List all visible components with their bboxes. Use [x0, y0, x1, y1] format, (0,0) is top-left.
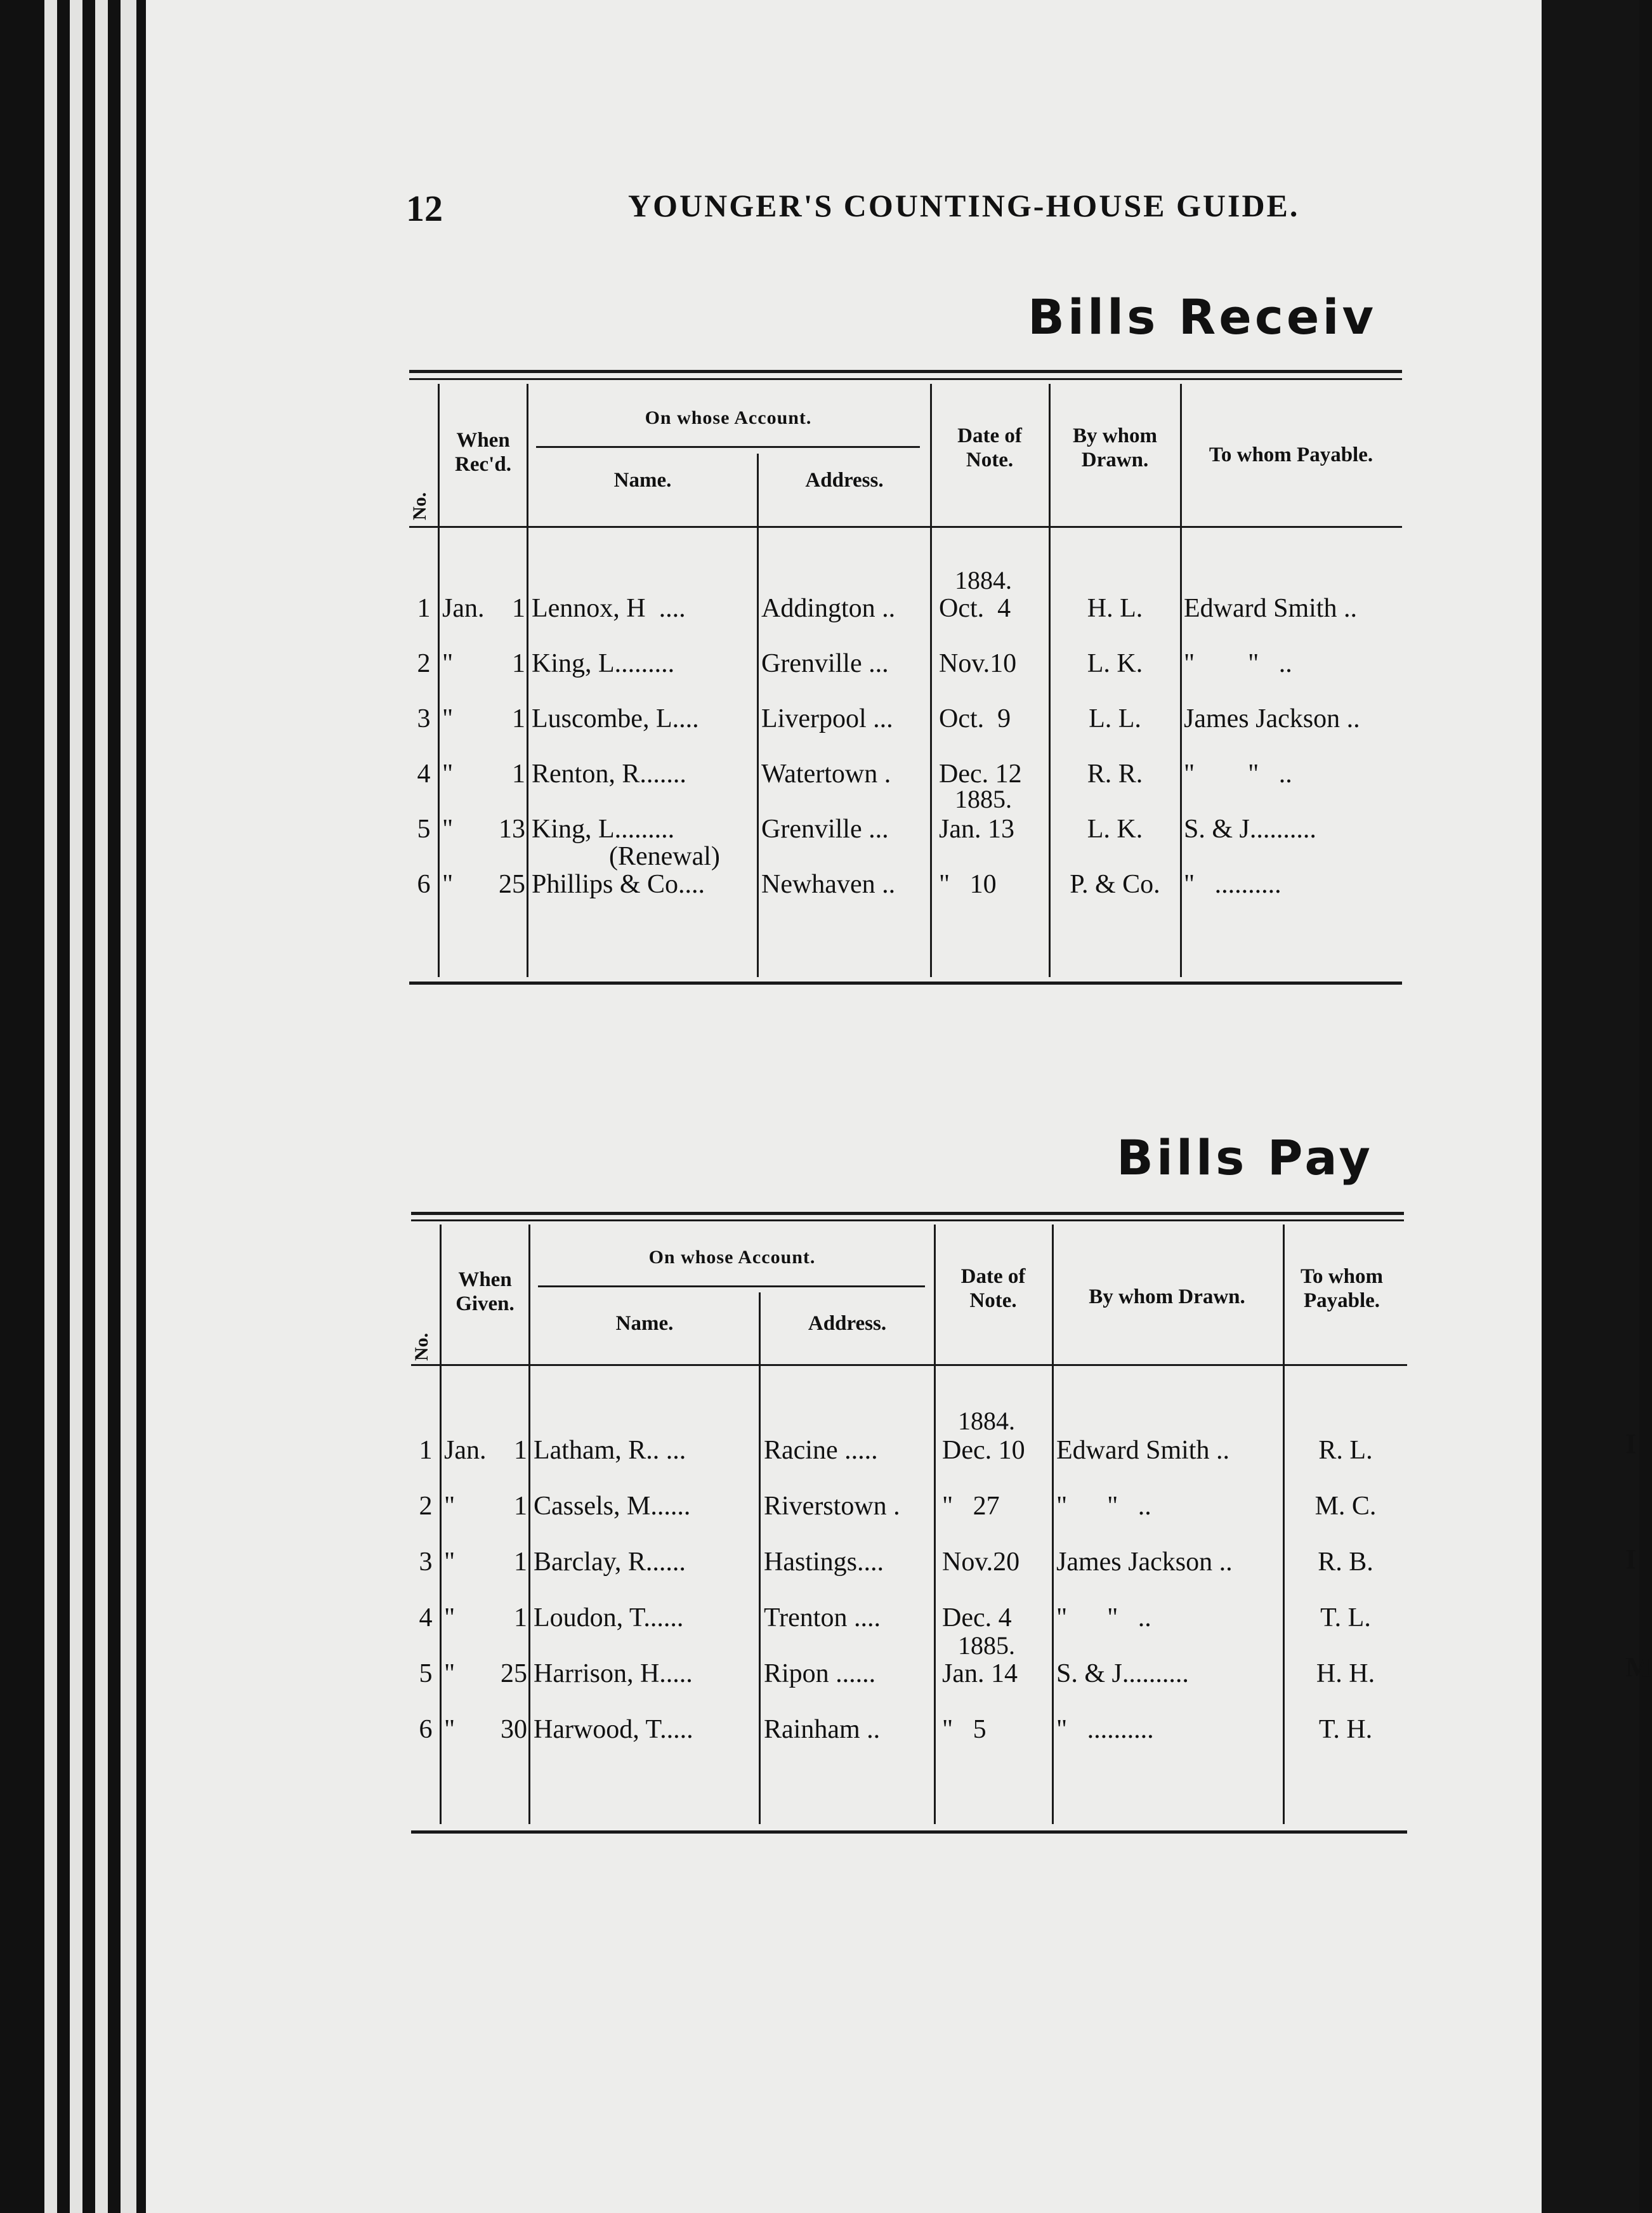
column-divider — [930, 384, 932, 977]
payable-row-2-date: " 27 — [942, 1492, 1000, 1521]
payable-row-1-drawn: Edward Smith .. — [1056, 1436, 1229, 1465]
payable-row-2-name: Cassels, M...... — [534, 1492, 691, 1521]
received-row-4-day: 1 — [512, 759, 525, 789]
received-row-3-name: Luscombe, L.... — [532, 704, 699, 733]
header-account-group: On whose Account. — [645, 407, 812, 428]
received-row-6-address: Newhaven .. — [761, 870, 896, 899]
received-row-5-name: King, L......... — [532, 815, 675, 844]
payable-row-6-payable: T. H. — [1318, 1715, 1373, 1744]
received-row-5-address: Grenville ... — [761, 815, 889, 844]
header-date: Date of Note. — [960, 1265, 1026, 1312]
payable-row-6-month: " — [444, 1715, 456, 1744]
page-edge — [70, 0, 82, 2213]
payable-row-4-address: Trenton .... — [764, 1603, 881, 1632]
margin-fragment: M — [1625, 1652, 1652, 1683]
payable-row-1-address: Racine ..... — [764, 1436, 878, 1465]
payable-row-1-no: 1 — [419, 1436, 433, 1465]
received-row-3-no: 3 — [417, 704, 431, 733]
received-row-3-day: 1 — [512, 704, 525, 733]
payable-row-5-date: Jan. 14 — [942, 1659, 1018, 1688]
received-row-3-payable: James Jackson .. — [1184, 704, 1360, 733]
margin-fragment: I — [1625, 1544, 1637, 1575]
payable-row-6-drawn: " .......... — [1056, 1715, 1154, 1744]
payable-row-3-drawn: James Jackson .. — [1056, 1547, 1233, 1577]
received-row-2-name: King, L......... — [532, 649, 675, 678]
header-address: Address. — [805, 469, 884, 492]
received-row-6-date: " 10 — [939, 870, 997, 899]
payable-row-6-day: 30 — [501, 1715, 527, 1744]
header-payable: To whom Payable. — [1301, 1265, 1383, 1312]
received-row-1-name: Lennox, H .... — [532, 594, 686, 623]
page-edge — [44, 0, 57, 2213]
payable-row-3-no: 3 — [419, 1547, 433, 1577]
header-address: Address. — [808, 1312, 887, 1335]
payable-row-2-drawn: " " .. — [1056, 1492, 1151, 1521]
table-top-rule — [409, 370, 1402, 373]
payable-row-1-day: 1 — [514, 1436, 527, 1465]
header-account-group: On whose Account. — [648, 1247, 816, 1268]
year-label: 1885. — [958, 1631, 1015, 1660]
payable-row-3-month: " — [444, 1547, 456, 1577]
received-row-4-drawn: R. R. — [1087, 759, 1143, 789]
payable-row-3-payable: R. B. — [1318, 1547, 1373, 1577]
payable-row-1-date: Dec. 10 — [942, 1436, 1025, 1465]
payable-row-4-day: 1 — [514, 1603, 527, 1632]
received-row-5-day: 13 — [499, 815, 525, 844]
group-underline — [536, 446, 920, 448]
header-payable: To whom Payable. — [1209, 443, 1373, 466]
payable-row-4-date: Dec. 4 — [942, 1603, 1012, 1632]
header-drawn: By whom Drawn. — [1073, 424, 1157, 471]
received-row-1-address: Addington .. — [761, 594, 896, 623]
payable-row-6-no: 6 — [419, 1715, 433, 1744]
payable-row-1-payable: R. L. — [1318, 1436, 1373, 1465]
payable-row-2-day: 1 — [514, 1492, 527, 1521]
received-row-4-month: " — [442, 759, 454, 789]
header-when: When Rec'd. — [455, 429, 511, 476]
table-bottom-rule — [411, 1830, 1407, 1834]
payable-row-3-day: 1 — [514, 1547, 527, 1577]
column-divider — [1180, 384, 1182, 977]
payable-row-2-no: 2 — [419, 1492, 433, 1521]
payable-row-6-address: Rainham .. — [764, 1715, 881, 1744]
year-label: 1884. — [958, 1407, 1015, 1435]
received-row-4-date: Dec. 12 — [939, 759, 1022, 789]
renewal-note: (Renewal) — [609, 842, 720, 871]
received-row-3-date: Oct. 9 — [939, 704, 1011, 733]
payable-row-3-address: Hastings.... — [764, 1547, 884, 1577]
received-row-6-day: 25 — [499, 870, 525, 899]
running-title: YOUNGER'S COUNTING-HOUSE GUIDE. — [628, 188, 1300, 223]
payable-row-4-month: " — [444, 1603, 456, 1632]
received-row-1-date: Oct. 4 — [939, 594, 1011, 623]
payable-row-2-payable: M. C. — [1314, 1492, 1377, 1521]
margin-fragment: I — [1625, 1428, 1637, 1459]
payable-row-4-no: 4 — [419, 1603, 433, 1632]
received-row-4-name: Renton, R....... — [532, 759, 686, 789]
payable-row-5-no: 5 — [419, 1659, 433, 1688]
header-name: Name. — [615, 1312, 674, 1335]
payable-row-5-day: 25 — [501, 1659, 527, 1688]
received-row-2-day: 1 — [512, 649, 525, 678]
header-date: Date of Note. — [957, 424, 1022, 471]
received-row-2-month: " — [442, 649, 454, 678]
received-row-3-month: " — [442, 704, 454, 733]
received-row-2-no: 2 — [417, 649, 431, 678]
payable-row-5-drawn: S. & J.......... — [1056, 1659, 1189, 1688]
column-divider — [757, 454, 759, 977]
received-row-2-date: Nov.10 — [939, 649, 1017, 678]
payable-row-3-name: Barclay, R...... — [534, 1547, 686, 1577]
received-row-6-drawn: P. & Co. — [1070, 870, 1160, 899]
section-title-payable: Bills Pay — [1117, 1129, 1373, 1186]
received-row-4-payable: " " .. — [1184, 759, 1292, 789]
received-row-1-month: Jan. — [442, 594, 485, 623]
table-top-rule — [409, 378, 1402, 380]
page-number: 12 — [406, 188, 443, 229]
received-row-4-no: 4 — [417, 759, 431, 789]
column-divider — [1049, 384, 1051, 977]
received-row-1-day: 1 — [512, 594, 525, 623]
header-no: No. — [411, 1332, 432, 1361]
table-bottom-rule — [409, 982, 1402, 985]
received-row-2-address: Grenville ... — [761, 649, 889, 678]
payable-row-5-month: " — [444, 1659, 456, 1688]
payable-row-2-address: Riverstown . — [764, 1492, 900, 1521]
table-top-rule — [411, 1212, 1404, 1215]
received-row-1-no: 1 — [417, 594, 431, 623]
payable-row-3-date: Nov.20 — [942, 1547, 1020, 1577]
page-edge — [121, 0, 136, 2213]
received-row-2-payable: " " .. — [1184, 649, 1292, 678]
received-row-5-date: Jan. 13 — [939, 815, 1014, 844]
page-edge — [95, 0, 108, 2213]
received-row-1-payable: Edward Smith .. — [1184, 594, 1357, 623]
header-underline — [411, 1364, 1407, 1366]
received-row-4-address: Watertown . — [761, 759, 891, 789]
group-underline — [538, 1285, 925, 1287]
received-row-2-drawn: L. K. — [1087, 649, 1143, 678]
received-row-6-payable: " .......... — [1184, 870, 1282, 899]
payable-row-4-payable: T. L. — [1320, 1603, 1371, 1632]
received-row-3-drawn: L. L. — [1089, 704, 1141, 733]
received-row-1-drawn: H. L. — [1087, 594, 1143, 623]
payable-row-5-address: Ripon ...... — [764, 1659, 876, 1688]
table-top-rule — [411, 1219, 1404, 1221]
received-row-6-month: " — [442, 870, 454, 899]
payable-row-5-name: Harrison, H..... — [534, 1659, 693, 1688]
column-divider — [759, 1292, 761, 1824]
received-row-5-payable: S. & J.......... — [1184, 815, 1316, 844]
year-label: 1884. — [955, 566, 1012, 594]
payable-row-1-month: Jan. — [444, 1436, 487, 1465]
payable-row-2-month: " — [444, 1492, 456, 1521]
payable-row-4-name: Loudon, T...... — [534, 1603, 684, 1632]
received-row-6-no: 6 — [417, 870, 431, 899]
header-no: No. — [409, 492, 430, 520]
column-divider — [1052, 1225, 1054, 1824]
header-name: Name. — [613, 469, 672, 492]
binding-shadow — [1542, 0, 1639, 2213]
received-row-5-no: 5 — [417, 815, 431, 844]
payable-row-4-drawn: " " .. — [1056, 1603, 1151, 1632]
received-row-5-month: " — [442, 815, 454, 844]
received-row-6-name: Phillips & Co.... — [532, 870, 705, 899]
section-title-received: Bills Receiv — [1028, 289, 1377, 345]
column-divider — [1283, 1225, 1285, 1824]
column-divider — [934, 1225, 936, 1824]
year-label: 1885. — [955, 785, 1012, 813]
payable-row-1-name: Latham, R.. ... — [534, 1436, 686, 1465]
received-row-3-address: Liverpool ... — [761, 704, 893, 733]
payable-row-6-date: " 5 — [942, 1715, 987, 1744]
received-row-5-drawn: L. K. — [1087, 815, 1143, 844]
header-underline — [409, 526, 1402, 528]
payable-row-5-payable: H. H. — [1316, 1659, 1375, 1688]
payable-row-6-name: Harwood, T..... — [534, 1715, 693, 1744]
header-drawn: By whom Drawn. — [1089, 1285, 1245, 1308]
header-when: When Given. — [456, 1268, 515, 1315]
